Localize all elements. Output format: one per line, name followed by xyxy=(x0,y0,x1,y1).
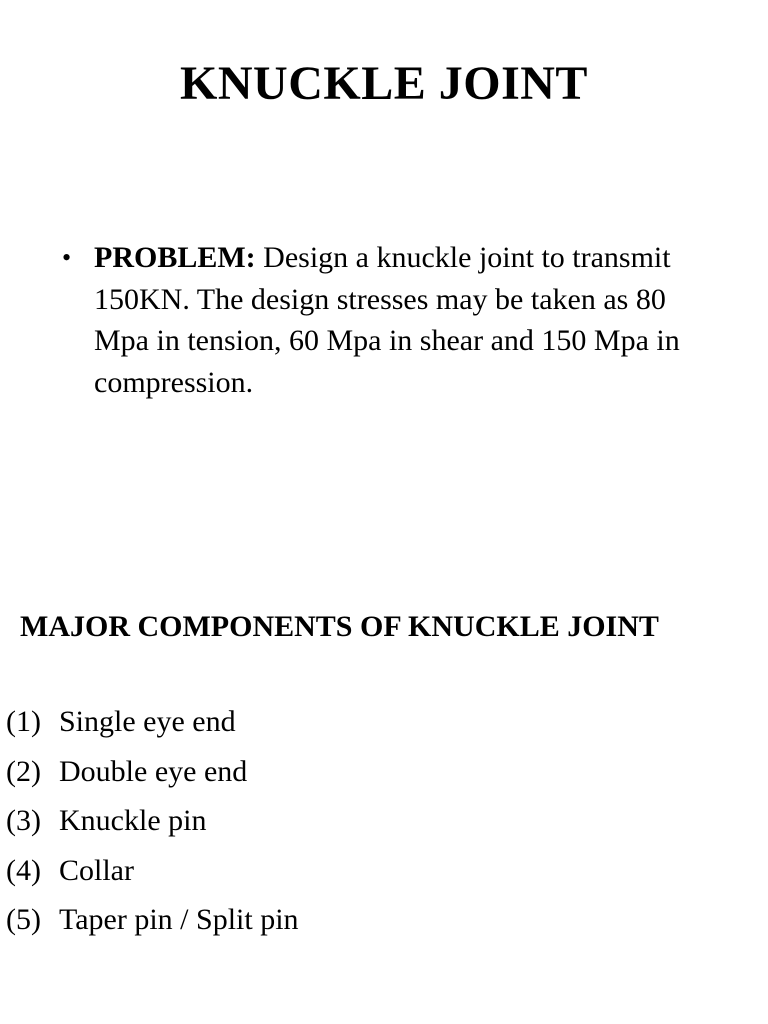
problem-text: Design a knuckle joint to transmit 150KN. The design stresses may be taken as 80 Mpa in tension, 60 Mpa in shear and 150 Mpa in compression. xyxy=(94,241,680,399)
page-title: KNUCKLE JOINT xyxy=(180,57,588,111)
list-item xyxy=(6,846,299,896)
components-heading: MAJOR COMPONENTS OF KNUCKLE JOINT xyxy=(20,610,659,643)
list-item xyxy=(6,895,299,945)
item-label: Knuckle pin xyxy=(59,804,207,838)
problem-bullet xyxy=(62,237,702,403)
item-label: Double eye end xyxy=(59,754,248,788)
item-number: (2) xyxy=(6,754,41,788)
item-label: Taper pin / Split pin xyxy=(59,903,299,937)
item-label: Single eye end xyxy=(59,705,236,738)
item-number: (5) xyxy=(6,903,41,937)
bullet-dot-icon: • xyxy=(62,243,72,272)
problem-label: PROBLEM: xyxy=(94,241,256,274)
list-item xyxy=(6,747,299,797)
item-number: (1) xyxy=(6,705,41,738)
item-number: (3) xyxy=(6,804,41,838)
components-list xyxy=(6,697,299,945)
item-number: (4) xyxy=(6,853,41,887)
list-item xyxy=(6,697,299,747)
list-item xyxy=(6,796,299,846)
item-label: Collar xyxy=(59,853,134,887)
problem-statement xyxy=(94,237,702,403)
